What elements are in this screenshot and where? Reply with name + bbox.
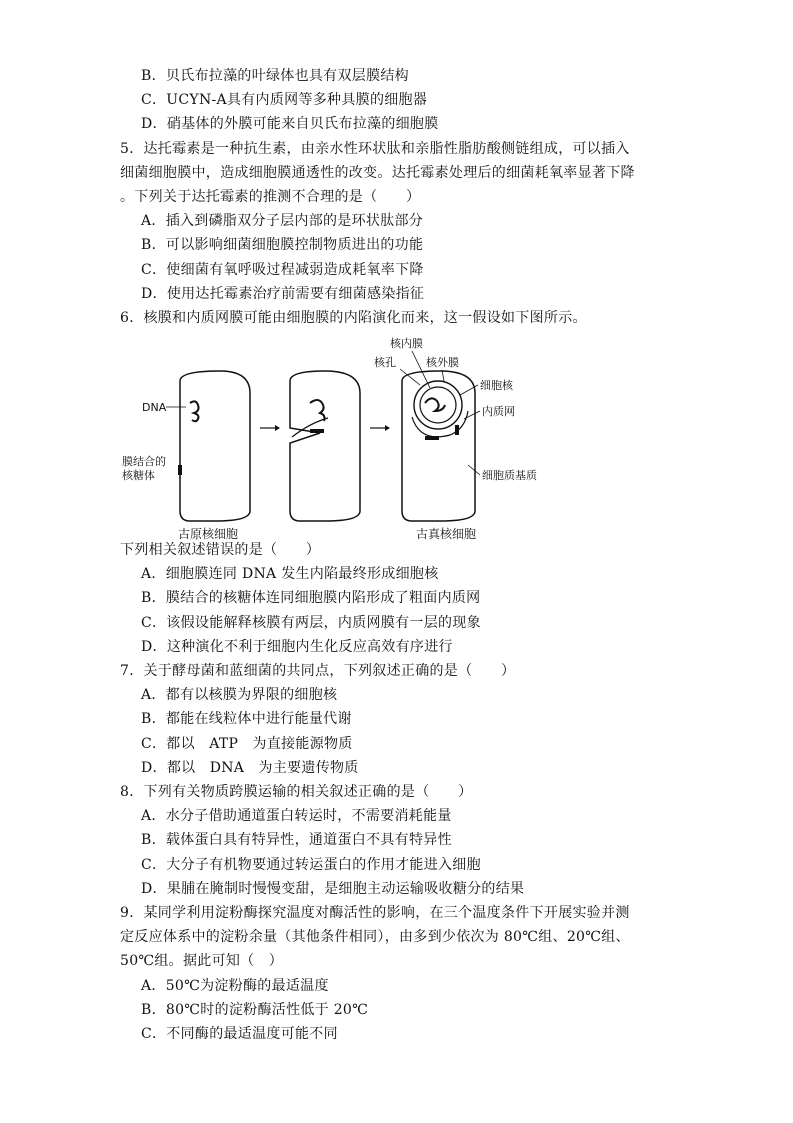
answer-option: A．细胞膜连同 DNA 发生内陷最终形成细胞核 xyxy=(141,566,439,583)
cell-eukaryote xyxy=(402,371,475,521)
text-line: 50℃组。据此可知（ ） xyxy=(120,953,284,970)
caption-eukaryote: 古真核细胞 xyxy=(416,527,477,541)
evolution-diagram-svg xyxy=(120,333,570,543)
answer-option: D．使用达托霉素治疗前需要有细菌感染指征 xyxy=(141,285,425,302)
dna-coil-1 xyxy=(190,401,199,421)
text-line: 下列相关叙述错误的是（ ） xyxy=(120,542,321,558)
answer-option: C．使细菌有氧呼吸过程减弱造成耗氧率下降 xyxy=(141,261,424,278)
answer-option: C．都以 ATP 为直接能源物质 xyxy=(141,735,353,752)
label-nuclear-pore: 核孔 xyxy=(374,356,396,369)
leader-er xyxy=(464,411,480,419)
infold-2 xyxy=(292,418,328,437)
dna-coil-3 xyxy=(425,398,445,411)
question-stem: 8．下列有关物质跨膜运输的相关叙述正确的是（ ） xyxy=(120,784,473,800)
ribosome-mark-1 xyxy=(178,465,182,475)
answer-option: A．都有以核膜为界限的细胞核 xyxy=(141,687,338,704)
answer-option: B．80℃时的淀粉酶活性低于 20℃ xyxy=(141,1001,369,1018)
answer-option: D．都以 DNA 为主要遗传物质 xyxy=(141,759,359,776)
label-nuclear-outer: 核外膜 xyxy=(426,356,459,369)
ribosome-mark-3a xyxy=(425,436,439,440)
label-nucleus: 细胞核 xyxy=(480,379,513,392)
label-matrix: 细胞质基质 xyxy=(482,469,537,482)
text-line: 。下列关于达托霉素的推测不合理的是（ ） xyxy=(120,189,421,205)
label-er: 内质网 xyxy=(482,405,515,418)
dna-coil-2 xyxy=(310,400,325,421)
arrow-1-head xyxy=(275,425,280,431)
answer-option: B．膜结合的核糖体连同细胞膜内陷形成了粗面内质网 xyxy=(141,590,481,607)
ribosome-mark-3b xyxy=(455,425,459,435)
answer-option: B．载体蛋白具有特异性，通道蛋白不具有特异性 xyxy=(141,832,452,849)
label-nuclear-inner: 核内膜 xyxy=(390,337,423,350)
question-stem: 5．达托霉素是一种抗生素，由亲水性环状肽和亲脂性脂肪酸侧链组成，可以插入 xyxy=(120,140,630,157)
text-line: 定反应体系中的淀粉余量（其他条件相同），由多到少依次为 80℃组、20℃组、 xyxy=(120,929,630,946)
answer-option: A．水分子借助通道蛋白转运时，不需要消耗能量 xyxy=(141,808,452,825)
evolution-diagram xyxy=(120,333,570,543)
answer-option: D．果脯在腌制时慢慢变甜，是细胞主动运输吸收糖分的结果 xyxy=(141,880,525,897)
leader-matrix xyxy=(468,465,480,475)
answer-option: B．可以影响细菌细胞膜控制物质进出的功能 xyxy=(141,237,424,254)
caption-prokaryote: 古原核细胞 xyxy=(178,527,239,541)
answer-option: D．硝基体的外膜可能来自贝氏布拉藻的细胞膜 xyxy=(141,116,439,133)
ribosome-mark-2 xyxy=(310,429,324,433)
label-dna: DNA xyxy=(142,401,167,414)
answer-option: A．插入到磷脂双分子层内部的是环状肽部分 xyxy=(141,213,424,230)
cell-prokaryote xyxy=(180,371,250,521)
answer-option: C．该假设能解释核膜有两层，内质网膜有一层的现象 xyxy=(141,614,481,631)
question-stem: 6．核膜和内质网膜可能由细胞膜的内陷演化而来，这一假设如下图所示。 xyxy=(120,310,587,326)
arrow-2-head xyxy=(385,425,390,431)
label-ribosome-line1: 膜结合的 xyxy=(122,455,166,468)
answer-option: A．50℃为淀粉酶的最适温度 xyxy=(141,977,329,994)
answer-option: C．不同酶的最适温度可能不同 xyxy=(141,1026,338,1042)
answer-option: C．大分子有机物要通过转运蛋白的作用才能进入细胞 xyxy=(141,856,481,873)
answer-option: D．这种演化不利于细胞内生化反应高效有序进行 xyxy=(141,638,453,655)
label-ribosome-line2: 核糖体 xyxy=(122,469,155,482)
answer-option: B．贝氏布拉藻的叶绿体也具有双层膜结构 xyxy=(141,68,409,84)
text-line: 细菌细胞膜中，造成细胞膜通透性的改变。达托霉素处理后的细菌耗氧率显著下降 xyxy=(120,164,635,181)
question-stem: 9．某同学利用淀粉酶探究温度对酶活性的影响，在三个温度条件下开展实验并测 xyxy=(120,905,630,921)
answer-option: B．都能在线粒体中进行能量代谢 xyxy=(141,711,352,728)
question-stem: 7．关于酵母菌和蓝细菌的共同点，下列叙述正确的是（ ） xyxy=(120,663,516,679)
cell-intermediate xyxy=(290,371,360,521)
answer-option: C．UCYN-A具有内质网等多种具膜的细胞器 xyxy=(141,92,428,109)
